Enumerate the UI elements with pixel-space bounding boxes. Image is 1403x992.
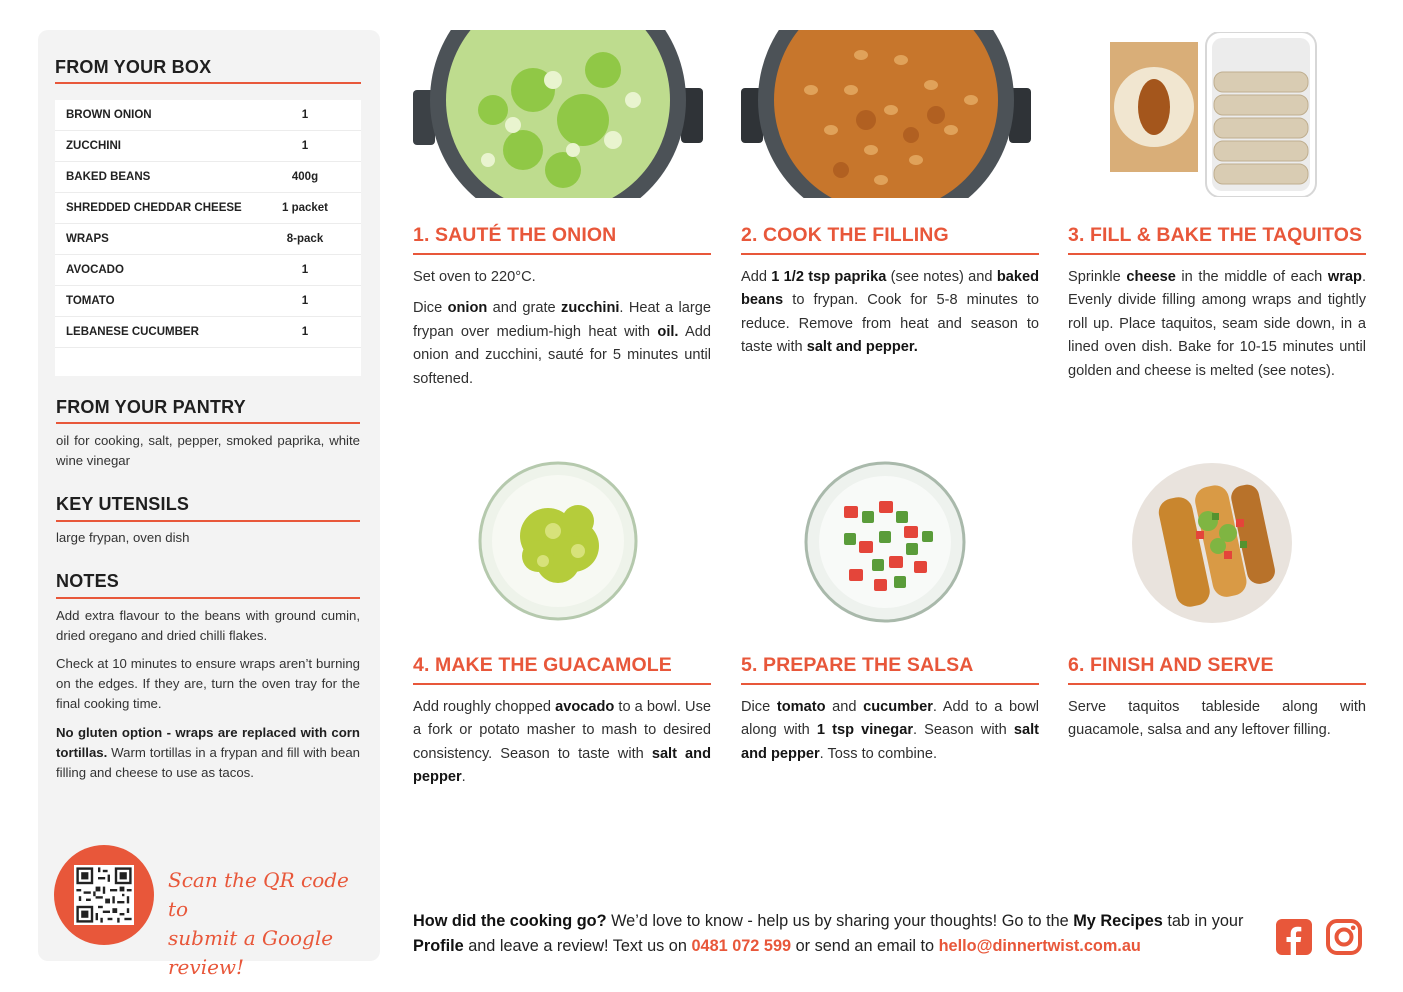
- step-text-run: Add: [741, 269, 772, 285]
- utensils-title-rule: [56, 520, 360, 522]
- step-5-title: 5. PREPARE THE SALSA: [741, 654, 974, 676]
- instagram-icon[interactable]: [1325, 918, 1363, 956]
- ingredient-name: LEBANESE CUCUMBER: [66, 326, 199, 338]
- step-3-title: 3. FILL & BAKE THE TAQUITOS: [1068, 224, 1363, 246]
- step-6-rule: [1068, 683, 1366, 685]
- ingredient-row: [55, 224, 361, 255]
- step-bold-text: avocado: [555, 699, 615, 715]
- ingredient-qty: 8-pack: [286, 233, 324, 245]
- step-text-run: Add roughly chopped: [413, 699, 556, 715]
- step-bold-text: onion: [447, 300, 488, 317]
- email-link[interactable]: hello@dinnertwist.com.au: [938, 937, 1141, 955]
- footer-text-2: tab in your: [1162, 912, 1244, 930]
- ingredient-row: [55, 100, 361, 131]
- ingredient-row: [55, 131, 361, 162]
- step-paragraph: [413, 266, 711, 289]
- ingredient-qty: 1: [301, 140, 309, 152]
- pantry-text: oil for cooking, salt, pepper, smoked paprika, white wine vinegar: [56, 433, 360, 468]
- step-bold-text: 1 tsp vinegar: [816, 722, 914, 739]
- step-text-run: and grate: [487, 300, 562, 317]
- step-3-photo: [1108, 32, 1318, 197]
- step-text-run: . Evenly divide filling among wraps and tightly roll up. Place taquitos, seam side down, in a lined oven dish. Bake for 10-15 minutes until golden and cheese is melted (see notes).: [1068, 269, 1367, 379]
- ingredient-row: [55, 193, 361, 224]
- step-5-text: [741, 696, 1039, 774]
- ingredient-name: ZUCCHINI: [66, 140, 121, 152]
- step-text-run: Dice: [413, 300, 448, 317]
- ingredient-name: BROWN ONION: [66, 109, 152, 121]
- ingredient-name: TOMATO: [66, 295, 115, 307]
- step-4-rule: [413, 683, 711, 685]
- step-4-text: [413, 696, 711, 798]
- step-3-text: [1068, 266, 1366, 391]
- qr-call-to-action: [168, 866, 368, 982]
- step-bold-text: cucumber: [863, 699, 933, 715]
- step-5-photo: [804, 461, 966, 623]
- my-recipes-link[interactable]: My Recipes: [1073, 912, 1163, 930]
- step-text-run: Set oven to 220°C.: [413, 269, 536, 285]
- box-title: FROM YOUR BOX: [55, 57, 212, 77]
- ingredient-qty: 1: [301, 109, 309, 121]
- note-1: Add extra flavour to the beans with ground cumin, dried oregano and dried chilli flakes.: [56, 608, 360, 643]
- note-3: [56, 723, 360, 783]
- step-6-title: 6. FINISH AND SERVE: [1068, 654, 1274, 676]
- step-3-rule: [1068, 253, 1366, 255]
- ingredient-row: [55, 255, 361, 286]
- ingredient-name: WRAPS: [66, 233, 109, 245]
- ingredient-qty: 1: [301, 264, 309, 276]
- step-4-photo: [478, 461, 638, 621]
- pantry-title-rule: [56, 422, 360, 424]
- phone-link[interactable]: 0481 072 599: [691, 937, 792, 955]
- note-3-bold: No gluten option - wraps are replaced with corn tortillas.: [56, 725, 360, 760]
- footer-text-4: or send an email to: [791, 937, 939, 955]
- qr-badge[interactable]: [54, 845, 154, 945]
- step-bold-text: 1 1/2 tsp paprika: [771, 269, 887, 285]
- step-bold-text: salt and pepper: [413, 745, 711, 786]
- step-text-run: . Heat a large frypan over medium-high heat with: [413, 300, 711, 340]
- step-text-run: and: [825, 699, 864, 715]
- footer-text-3: and leave a review! Text us on: [463, 937, 692, 955]
- step-bold-text: wrap: [1327, 269, 1362, 285]
- step-text-run: . Toss to combine.: [819, 745, 938, 762]
- ingredient-qty: 1: [301, 295, 309, 307]
- step-bold-text: cheese: [1126, 269, 1176, 285]
- step-5-rule: [741, 683, 1039, 685]
- note-2: Check at 10 minutes to ensure wraps aren’t burning on the edges. If they are, turn the oven tray for the final cooking time.: [56, 656, 360, 711]
- step-text-run: to frypan. Cook for 5-8 minutes to reduce. Remove from heat and season to taste with: [741, 292, 1039, 356]
- step-bold-text: oil.: [657, 323, 679, 340]
- step-text-run: Add onion and zucchini, sauté for 5 minutes until softened.: [413, 323, 712, 387]
- step-bold-text: baked beans: [741, 269, 1039, 309]
- profile-link[interactable]: Profile: [413, 937, 464, 955]
- step-text-run: Serve taquitos tableside along with guacamole, salsa and any leftover filling.: [1068, 699, 1366, 739]
- notes-title-rule: [56, 597, 360, 599]
- step-paragraph: [413, 696, 711, 790]
- step-paragraph: [741, 266, 1039, 360]
- ingredient-row: [55, 317, 361, 348]
- step-text-run: . Add to a bowl along with: [741, 699, 1039, 739]
- qr-cta-line-1: Scan the QR code to: [168, 868, 349, 921]
- step-bold-text: salt and pepper.: [806, 339, 918, 356]
- qr-code-icon[interactable]: [74, 865, 134, 925]
- step-2-rule: [741, 253, 1039, 255]
- step-1-photo: [413, 30, 703, 198]
- ingredient-name: BAKED BEANS: [66, 171, 151, 183]
- ingredient-qty: 400g: [291, 171, 319, 183]
- step-4-title: 4. MAKE THE GUACAMOLE: [413, 654, 672, 676]
- ingredient-qty: 1 packet: [281, 202, 329, 214]
- step-2-title: 2. COOK THE FILLING: [741, 224, 949, 246]
- step-1-rule: [413, 253, 711, 255]
- pantry-title: FROM YOUR PANTRY: [56, 397, 246, 417]
- step-bold-text: zucchini: [561, 300, 620, 317]
- ingredient-row: [55, 286, 361, 317]
- ingredient-row: [55, 162, 361, 193]
- note-3-rest: Warm tortillas in a frypan and fill with bean filling and cheese to use as tacos.: [56, 745, 360, 780]
- step-paragraph: [741, 696, 1039, 766]
- ingredient-qty: 1: [301, 326, 309, 338]
- step-2-text: [741, 266, 1039, 368]
- step-text-run: Sprinkle: [1068, 269, 1127, 285]
- step-bold-text: tomato: [776, 699, 826, 715]
- step-bold-text: salt and pepper: [741, 722, 1039, 762]
- step-text-run: .: [461, 769, 466, 786]
- utensils-text: large frypan, oven dish: [56, 530, 190, 545]
- step-6-photo: [1128, 461, 1296, 625]
- step-text-run: to a bowl. Use a fork or potato masher to mash to desired consistency. Season to taste with: [413, 699, 711, 762]
- review-footer: [413, 909, 1263, 959]
- ingredient-name: SHREDDED CHEDDAR CHEESE: [66, 202, 242, 214]
- step-paragraph: [1068, 696, 1366, 743]
- qr-cta-line-2: submit a Google review!: [168, 926, 334, 979]
- step-text-run: Dice: [741, 699, 777, 715]
- step-1-text: [413, 266, 711, 399]
- step-2-photo: [741, 30, 1031, 198]
- notes-title: NOTES: [56, 571, 120, 591]
- utensils-title: KEY UTENSILS: [56, 494, 190, 514]
- step-text-run: in the middle of each: [1175, 269, 1328, 285]
- step-1-title: 1. SAUTÉ THE ONION: [413, 224, 617, 246]
- footer-text-1: We’d love to know - help us by sharing your thoughts! Go to the: [606, 912, 1074, 930]
- box-title-rule: [55, 82, 361, 84]
- step-6-text: [1068, 696, 1366, 751]
- facebook-icon[interactable]: [1275, 918, 1313, 956]
- ingredient-name: AVOCADO: [66, 264, 124, 276]
- step-text-run: (see notes) and: [886, 269, 997, 285]
- step-text-run: . Season with: [913, 722, 1014, 739]
- ingredients-sidebar: [38, 30, 380, 979]
- step-paragraph: [413, 297, 711, 391]
- ingredients-table: [55, 100, 361, 376]
- step-paragraph: [1068, 266, 1366, 383]
- footer-question: How did the cooking go?: [413, 912, 607, 930]
